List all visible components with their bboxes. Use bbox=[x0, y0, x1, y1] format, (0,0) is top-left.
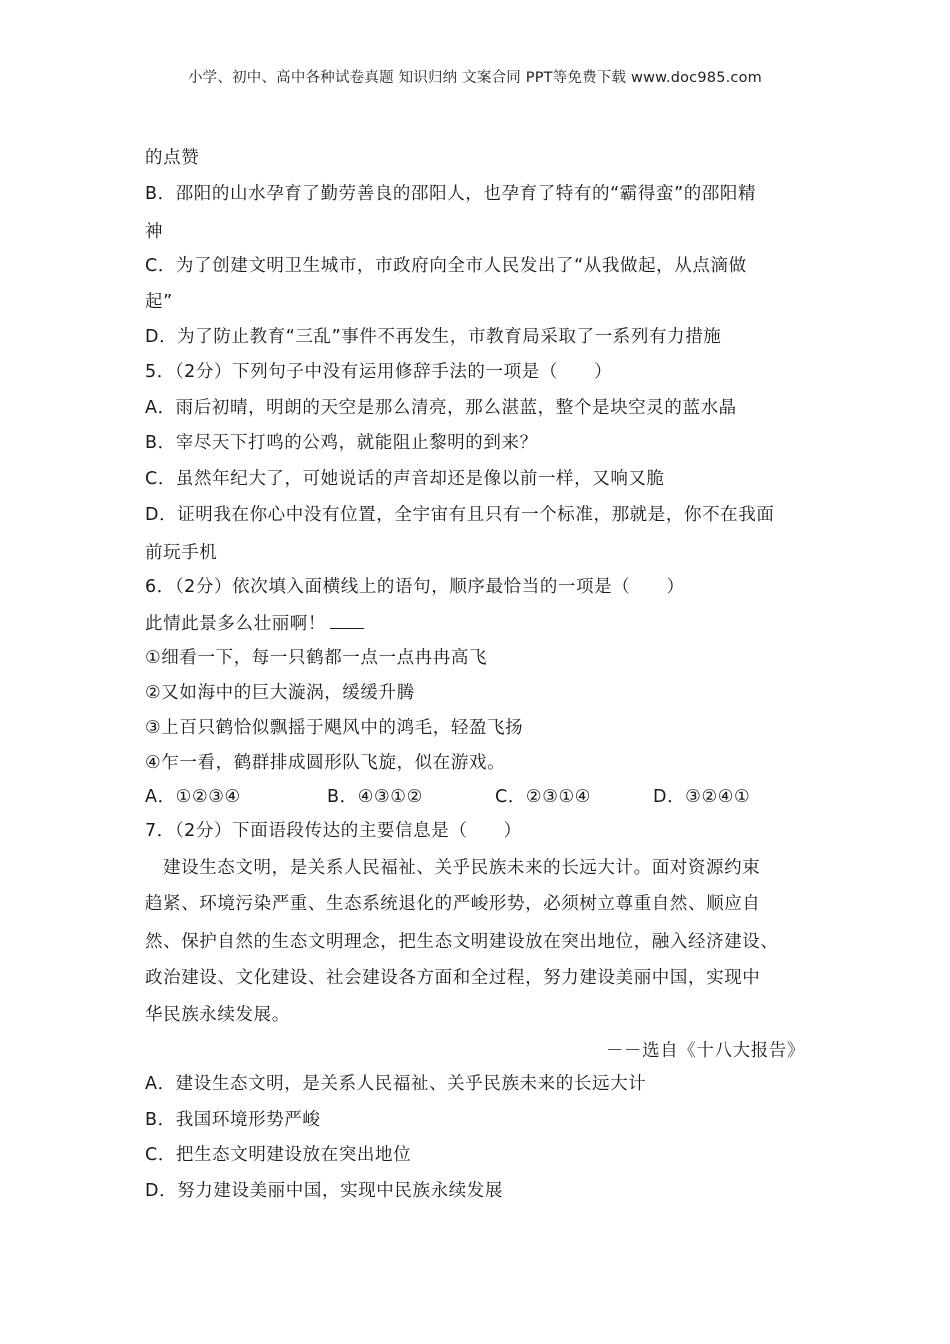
q7-passage-line3: 然、保护自然的生态文明理念，把生态文明建设放在突出地位，融入经济建设、 bbox=[145, 932, 779, 952]
q6-prompt bbox=[145, 611, 364, 636]
q7-passage-line2: 趋紧、环境污染严重、生态系统退化的严峻形势，必须树立尊重自然、顺应自 bbox=[145, 894, 761, 914]
q6-option-b: B．④③①② bbox=[327, 787, 423, 807]
q5-option-d-line1: D．证明我在你心中没有位置，全宇宙有且只有一个标准，那就是，你不在我面 bbox=[145, 505, 775, 525]
q4-option-b-line1: B．邵阳的山水孕育了勤劳善良的邵阳人，也孕育了特有的“霸得蛮”的邵阳精 bbox=[145, 184, 757, 204]
q5-option-b: B．宰尽天下打鸣的公鸡，就能阻止黎明的到来？ bbox=[145, 433, 538, 453]
q7-option-d: D．努力建设美丽中国，实现中民族永续发展 bbox=[145, 1181, 503, 1201]
q7-option-c: C．把生态文明建设放在突出地位 bbox=[145, 1145, 412, 1165]
q4-option-a-continuation: 的点赞 bbox=[145, 148, 200, 168]
q7-passage-line4: 政治建设、文化建设、社会建设各方面和全过程，努力建设美丽中国，实现中 bbox=[145, 968, 761, 988]
q6-sentence-3: ③上百只鹤恰似飘摇于飓风中的鸿毛，轻盈飞扬 bbox=[145, 718, 524, 738]
q6-sentence-2: ②又如海中的巨大漩涡，缓缓升腾 bbox=[145, 683, 415, 703]
q6-stem: 6．（2分）依次填入面横线上的语句，顺序最恰当的一项是（ ） bbox=[145, 577, 685, 597]
q6-options-row bbox=[145, 785, 825, 809]
q4-option-b-line2: 神 bbox=[145, 222, 164, 242]
q7-passage-line1: 建设生态文明，是关系人民福祉、关乎民族未来的长远大计。面对资源约束 bbox=[163, 858, 761, 878]
page-header-banner: 小学、初中、高中各种试卷真题 知识归纳 文案合同 PPT等免费下载 www.doc985.com bbox=[187, 70, 763, 86]
q7-source-citation: －－选自《十八大报告》 bbox=[605, 1041, 805, 1061]
q6-option-a: A．①②③④ bbox=[145, 787, 241, 807]
q4-option-d: D．为了防止教育“三乱”事件不再发生，市教育局采取了一系列有力措施 bbox=[145, 327, 722, 347]
q7-option-b: B．我国环境形势严峻 bbox=[145, 1110, 321, 1130]
q5-option-c: C．虽然年纪大了，可她说话的声音却还是像以前一样，又响又脆 bbox=[145, 469, 665, 489]
q5-option-a: A．雨后初晴，明朗的天空是那么清亮，那么湛蓝，整个是块空灵的蓝水晶 bbox=[145, 398, 737, 418]
q6-sentence-1: ①细看一下，每一只鹤都一点一点冉冉高飞 bbox=[145, 648, 488, 668]
q5-stem: 5．（2分）下列句子中没有运用修辞手法的一项是（ ） bbox=[145, 362, 613, 382]
q6-option-d: D．③②④① bbox=[653, 787, 751, 807]
q4-option-c-line1: C．为了创建文明卫生城市，市政府向全市人民发出了“从我做起，从点滴做 bbox=[145, 256, 747, 276]
q7-option-a: A．建设生态文明，是关系人民福祉、关乎民族未来的长远大计 bbox=[145, 1074, 647, 1094]
q4-option-c-line2: 起” bbox=[145, 292, 173, 312]
q7-stem: 7．（2分）下面语段传达的主要信息是（ ） bbox=[145, 821, 522, 841]
q6-fill-blank bbox=[330, 611, 364, 629]
q6-sentence-4: ④乍一看，鹤群排成圆形队飞旋，似在游戏。 bbox=[145, 753, 506, 773]
q5-option-d-line2: 前玩手机 bbox=[145, 543, 218, 563]
q6-prompt-text: 此情此景多么壮丽啊！ bbox=[145, 614, 326, 634]
q7-passage-line5: 华民族永续发展。 bbox=[145, 1005, 290, 1025]
q6-option-c: C．②③①④ bbox=[495, 787, 592, 807]
